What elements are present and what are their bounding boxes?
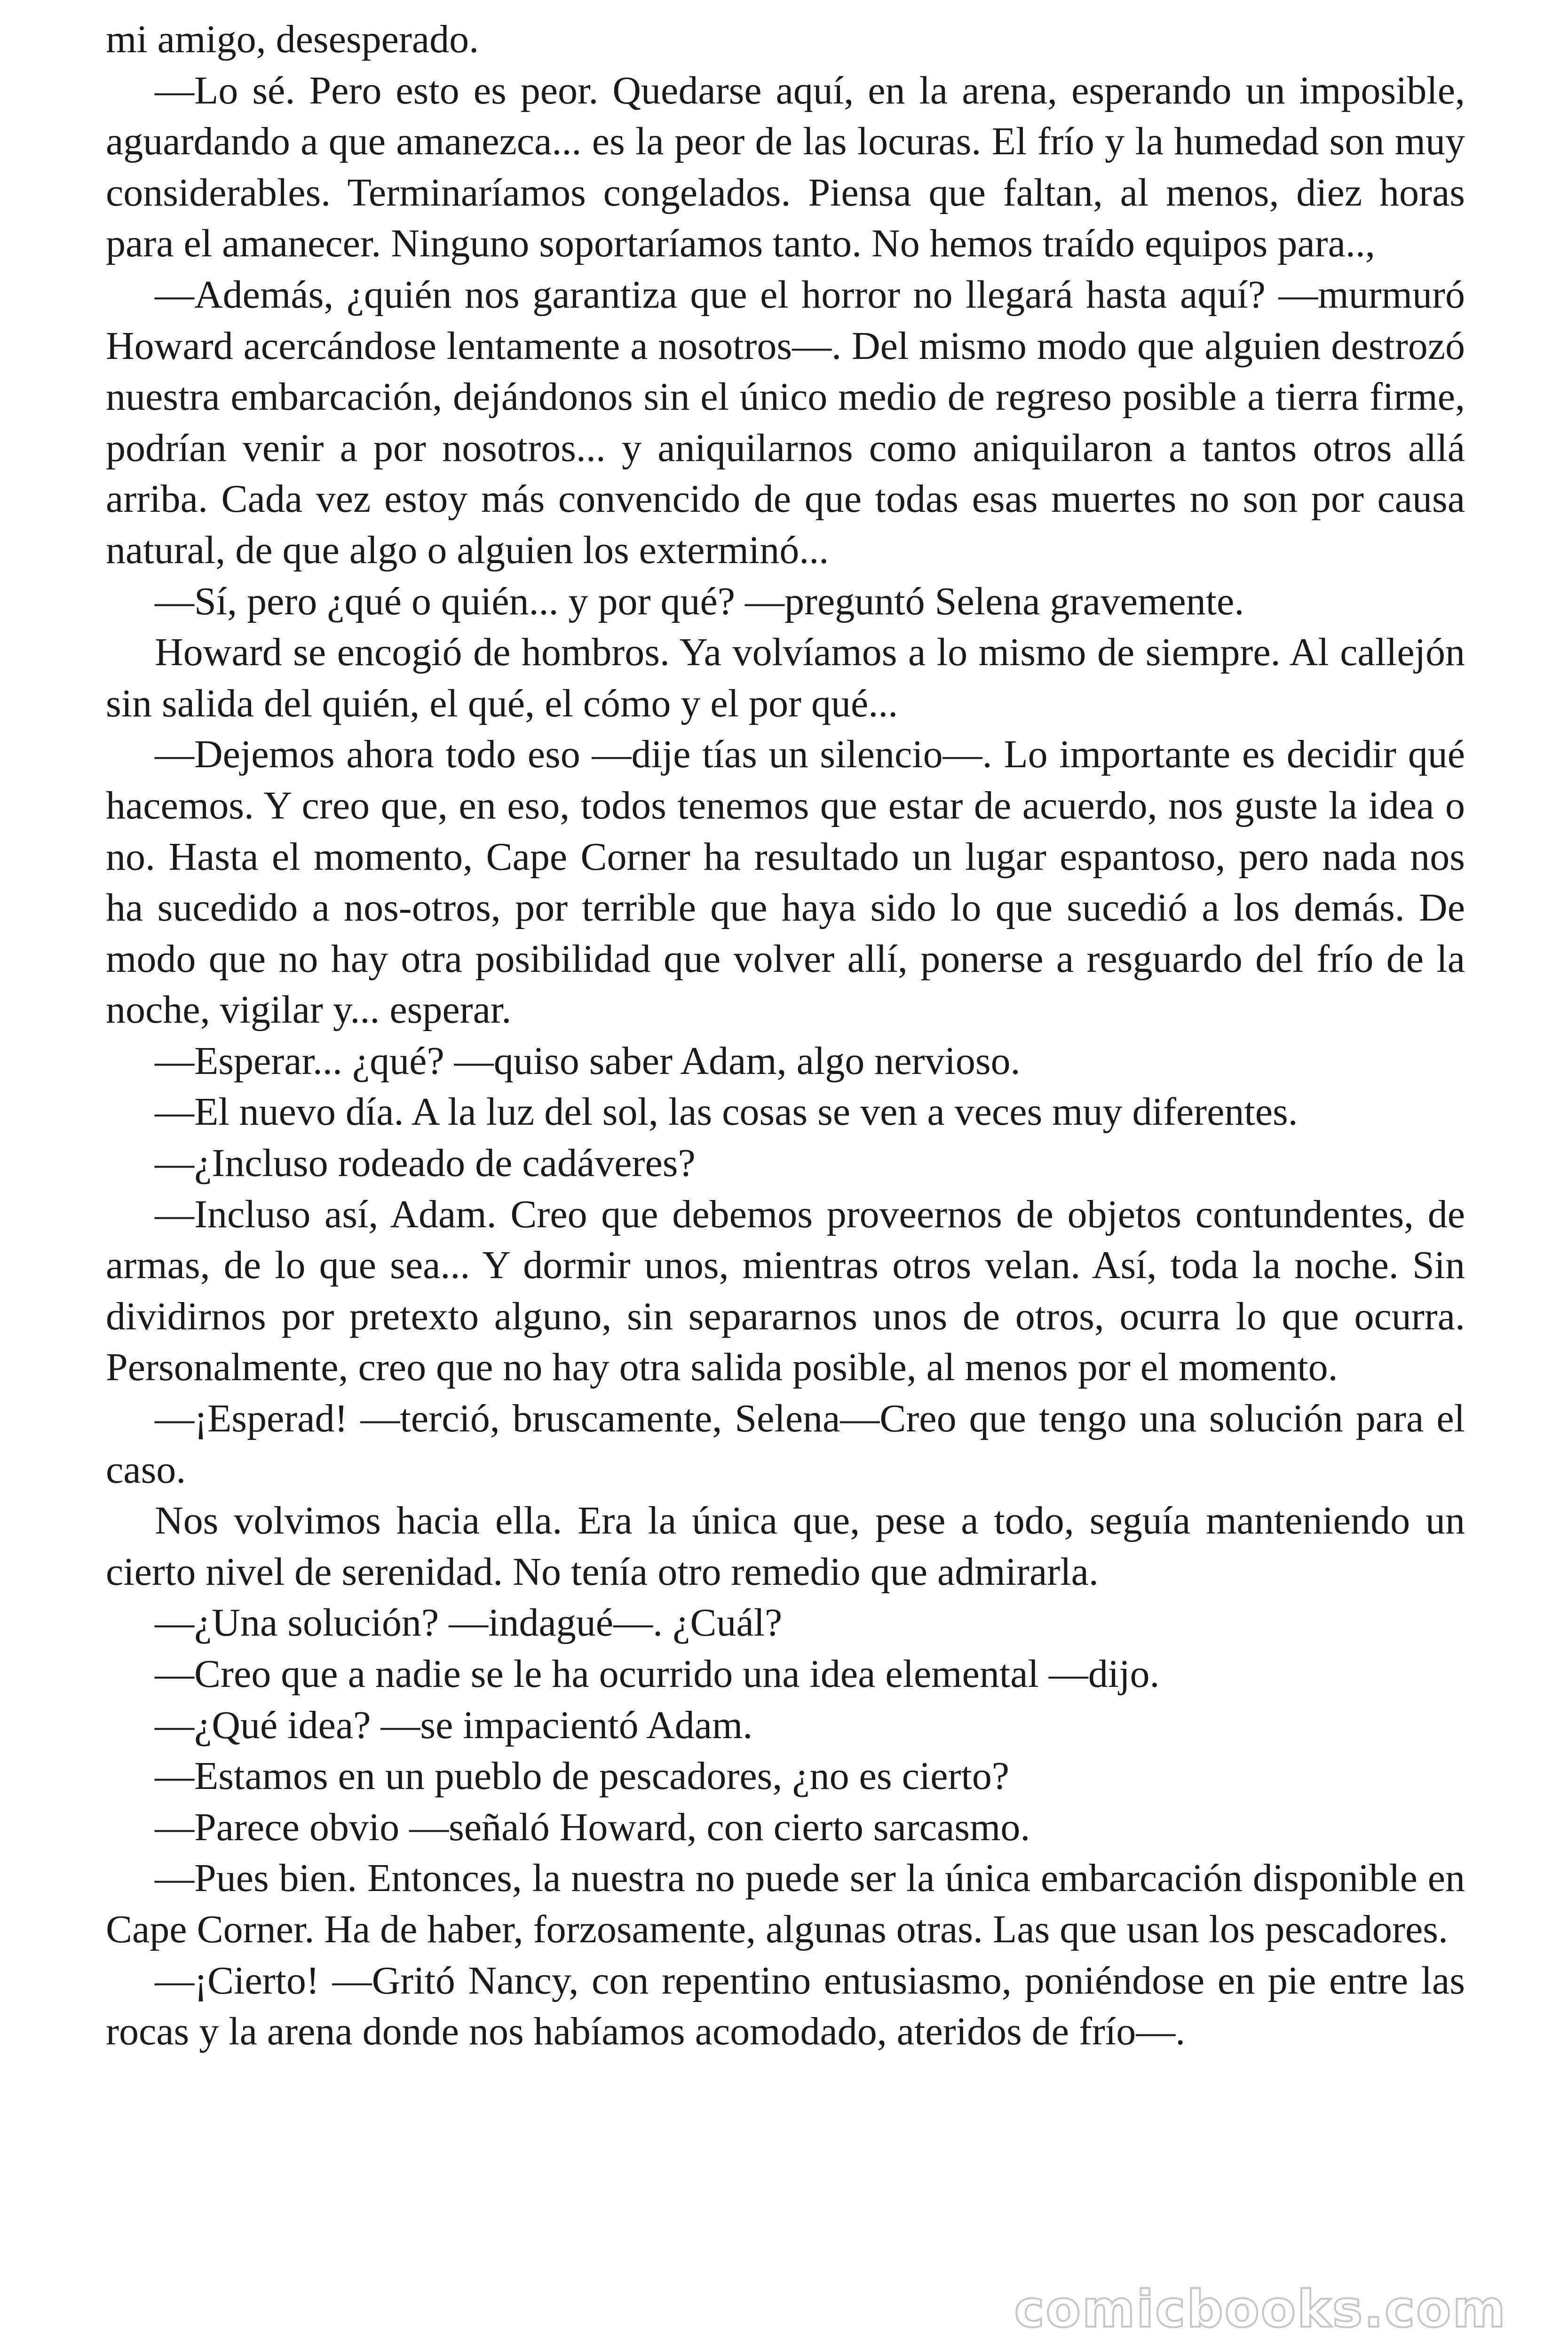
paragraph-17: —Parece obvio —señaló Howard, con cierto sarcasmo. [155, 1805, 1030, 1849]
paragraph-15: —¿Qué idea? —se impacientó Adam. [155, 1703, 753, 1747]
paragraph-11: —¡Esperad! —terció, bruscamente, Selena—Creo que tengo una solución para el caso. [106, 1397, 1465, 1492]
paragraph-19: —¡Cierto! —Gritó Nancy, con repentino entusiasmo, poniéndose en pie entre las rocas y la arena donde nos habíamos acomodado, ateridos de frío—. [106, 1958, 1465, 2054]
paragraph-12: Nos volvimos hacia ella. Era la única que, pese a todo, seguía manteniendo un cierto nivel de serenidad. No tenía otro remedio que admirarla. [106, 1499, 1465, 1594]
paragraph-13: —¿Una solución? —indagué—. ¿Cuál? [155, 1601, 783, 1645]
paragraph-4: —Sí, pero ¿qué o quién... y por qué? —preguntó Selena gravemente. [155, 579, 1244, 623]
paragraph-18: —Pues bien. Entonces, la nuestra no puede ser la única embarcación disponible en Cape Corner. Ha de haber, forzosamente, algunas otras. Las que usan los pescadores. [106, 1856, 1465, 1951]
paragraph-16: —Estamos en un pueblo de pescadores, ¿no es cierto? [155, 1754, 1010, 1798]
watermark-logo: comicbooks.com [1014, 2280, 1507, 2339]
paragraph-9: —¿Incluso rodeado de cadáveres? [155, 1141, 696, 1185]
paragraph-3: —Además, ¿quién nos garantiza que el horror no llegará hasta aquí? —murmuró Howard acercándose lentamente a nosotros—. Del mismo modo que alguien destrozó nuestra embarcación, dejándonos sin el único medio de regreso posible a tierra firme, podrían venir a por nosotros... y aniquilarnos como aniquilaron a tantos otros allá arriba. Cada vez estoy más convencido de que todas esas muertes no son por causa natural, de que algo o alguien los exterminó... [106, 272, 1465, 572]
paragraph-8: —El nuevo día. A la luz del sol, las cosas se ven a veces muy diferentes. [155, 1090, 1298, 1134]
paragraph-14: —Creo que a nadie se le ha ocurrido una idea elemental —dijo. [155, 1652, 1160, 1696]
paragraph-7: —Esperar... ¿qué? —quiso saber Adam, algo nervioso. [155, 1039, 1021, 1083]
paragraph-10: —Incluso así, Adam. Creo que debemos proveernos de objetos contundentes, de armas, de lo que sea... Y dormir unos, mientras otros velan. Así, toda la noche. Sin dividirnos por pretexto alguno, sin separarnos unos de otros, ocurra lo que ocurra. Personalmente, creo que no hay otra salida posible, al menos por el momento. [106, 1192, 1465, 1390]
book-page-text [106, 14, 1465, 2058]
paragraph-6: —Dejemos ahora todo eso —dije tías un silencio—. Lo importante es decidir qué hacemos. Y creo que, en eso, todos tenemos que estar de acuerdo, nos guste la idea o no. Hasta el momento, Cape Corner ha resultado un lugar espantoso, pero nada nos ha sucedido a nos-otros, por terrible que haya sido lo que sucedió a los demás. De modo que no hay otra posibilidad que volver allí, ponerse a resguardo del frío de la noche, vigilar y... esperar. [106, 732, 1465, 1032]
paragraph-1: mi amigo, desesperado. [106, 17, 479, 61]
paragraph-5: Howard se encogió de hombros. Ya volvíamos a lo mismo de siempre. Al callejón sin salida del quién, el qué, el cómo y el por qué... [106, 630, 1465, 725]
paragraph-2: —Lo sé. Pero esto es peor. Quedarse aquí, en la arena, esperando un imposible, aguardando a que amanezca... es la peor de las locuras. El frío y la humedad son muy considerables. Terminaríamos congelados. Piensa que faltan, al menos, diez horas para el amanecer. Ninguno soportaríamos tanto. No hemos traído equipos para.., [106, 68, 1465, 266]
